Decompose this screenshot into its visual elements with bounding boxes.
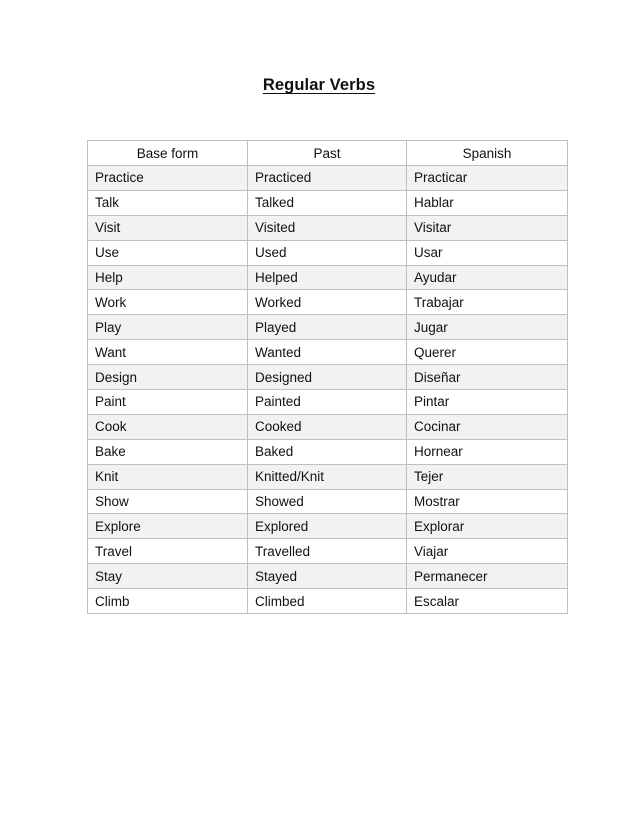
cell-past: Wanted xyxy=(248,340,407,365)
cell-past: Stayed xyxy=(248,564,407,589)
cell-past: Explored xyxy=(248,514,407,539)
cell-spanish: Usar xyxy=(407,240,568,265)
table-row xyxy=(88,439,568,464)
cell-base-form: Use xyxy=(88,240,248,265)
cell-past: Painted xyxy=(248,390,407,415)
cell-spanish: Tejer xyxy=(407,464,568,489)
cell-base-form: Practice xyxy=(88,166,248,191)
cell-past: Talked xyxy=(248,190,407,215)
cell-past: Used xyxy=(248,240,407,265)
cell-base-form: Explore xyxy=(88,514,248,539)
cell-spanish: Permanecer xyxy=(407,564,568,589)
cell-base-form: Paint xyxy=(88,390,248,415)
header-base-form: Base form xyxy=(88,141,248,166)
cell-base-form: Travel xyxy=(88,539,248,564)
cell-base-form: Visit xyxy=(88,215,248,240)
cell-base-form: Help xyxy=(88,265,248,290)
cell-spanish: Viajar xyxy=(407,539,568,564)
header-spanish: Spanish xyxy=(407,141,568,166)
table-row xyxy=(88,514,568,539)
cell-spanish: Jugar xyxy=(407,315,568,340)
cell-spanish: Visitar xyxy=(407,215,568,240)
cell-base-form: Want xyxy=(88,340,248,365)
cell-spanish: Hablar xyxy=(407,190,568,215)
table-row xyxy=(88,390,568,415)
cell-base-form: Cook xyxy=(88,414,248,439)
cell-base-form: Work xyxy=(88,290,248,315)
cell-base-form: Talk xyxy=(88,190,248,215)
cell-past: Worked xyxy=(248,290,407,315)
table-row xyxy=(88,166,568,191)
table-row xyxy=(88,539,568,564)
table-row xyxy=(88,340,568,365)
table-row xyxy=(88,265,568,290)
cell-base-form: Stay xyxy=(88,564,248,589)
table-row xyxy=(88,240,568,265)
cell-spanish: Cocinar xyxy=(407,414,568,439)
cell-past: Helped xyxy=(248,265,407,290)
cell-past: Cooked xyxy=(248,414,407,439)
cell-spanish: Pintar xyxy=(407,390,568,415)
cell-past: Showed xyxy=(248,489,407,514)
table-row xyxy=(88,315,568,340)
cell-base-form: Climb xyxy=(88,589,248,614)
table-row xyxy=(88,290,568,315)
cell-spanish: Ayudar xyxy=(407,265,568,290)
table-row xyxy=(88,414,568,439)
cell-past: Baked xyxy=(248,439,407,464)
cell-spanish: Querer xyxy=(407,340,568,365)
cell-spanish: Trabajar xyxy=(407,290,568,315)
table-row xyxy=(88,564,568,589)
table-row xyxy=(88,589,568,614)
table-row xyxy=(88,365,568,390)
cell-past: Travelled xyxy=(248,539,407,564)
cell-spanish: Practicar xyxy=(407,166,568,191)
table-header-row xyxy=(88,141,568,166)
verbs-table xyxy=(87,140,568,614)
cell-spanish: Diseñar xyxy=(407,365,568,390)
cell-spanish: Escalar xyxy=(407,589,568,614)
cell-base-form: Design xyxy=(88,365,248,390)
cell-past: Visited xyxy=(248,215,407,240)
cell-spanish: Mostrar xyxy=(407,489,568,514)
cell-past: Knitted/Knit xyxy=(248,464,407,489)
cell-spanish: Hornear xyxy=(407,439,568,464)
cell-base-form: Show xyxy=(88,489,248,514)
cell-past: Practiced xyxy=(248,166,407,191)
cell-past: Designed xyxy=(248,365,407,390)
cell-spanish: Explorar xyxy=(407,514,568,539)
cell-base-form: Bake xyxy=(88,439,248,464)
cell-past: Climbed xyxy=(248,589,407,614)
page-title: Regular Verbs xyxy=(262,76,376,94)
table-row xyxy=(88,215,568,240)
cell-base-form: Knit xyxy=(88,464,248,489)
table-row xyxy=(88,464,568,489)
cell-past: Played xyxy=(248,315,407,340)
table-row xyxy=(88,190,568,215)
table-row xyxy=(88,489,568,514)
cell-base-form: Play xyxy=(88,315,248,340)
header-past: Past xyxy=(248,141,407,166)
